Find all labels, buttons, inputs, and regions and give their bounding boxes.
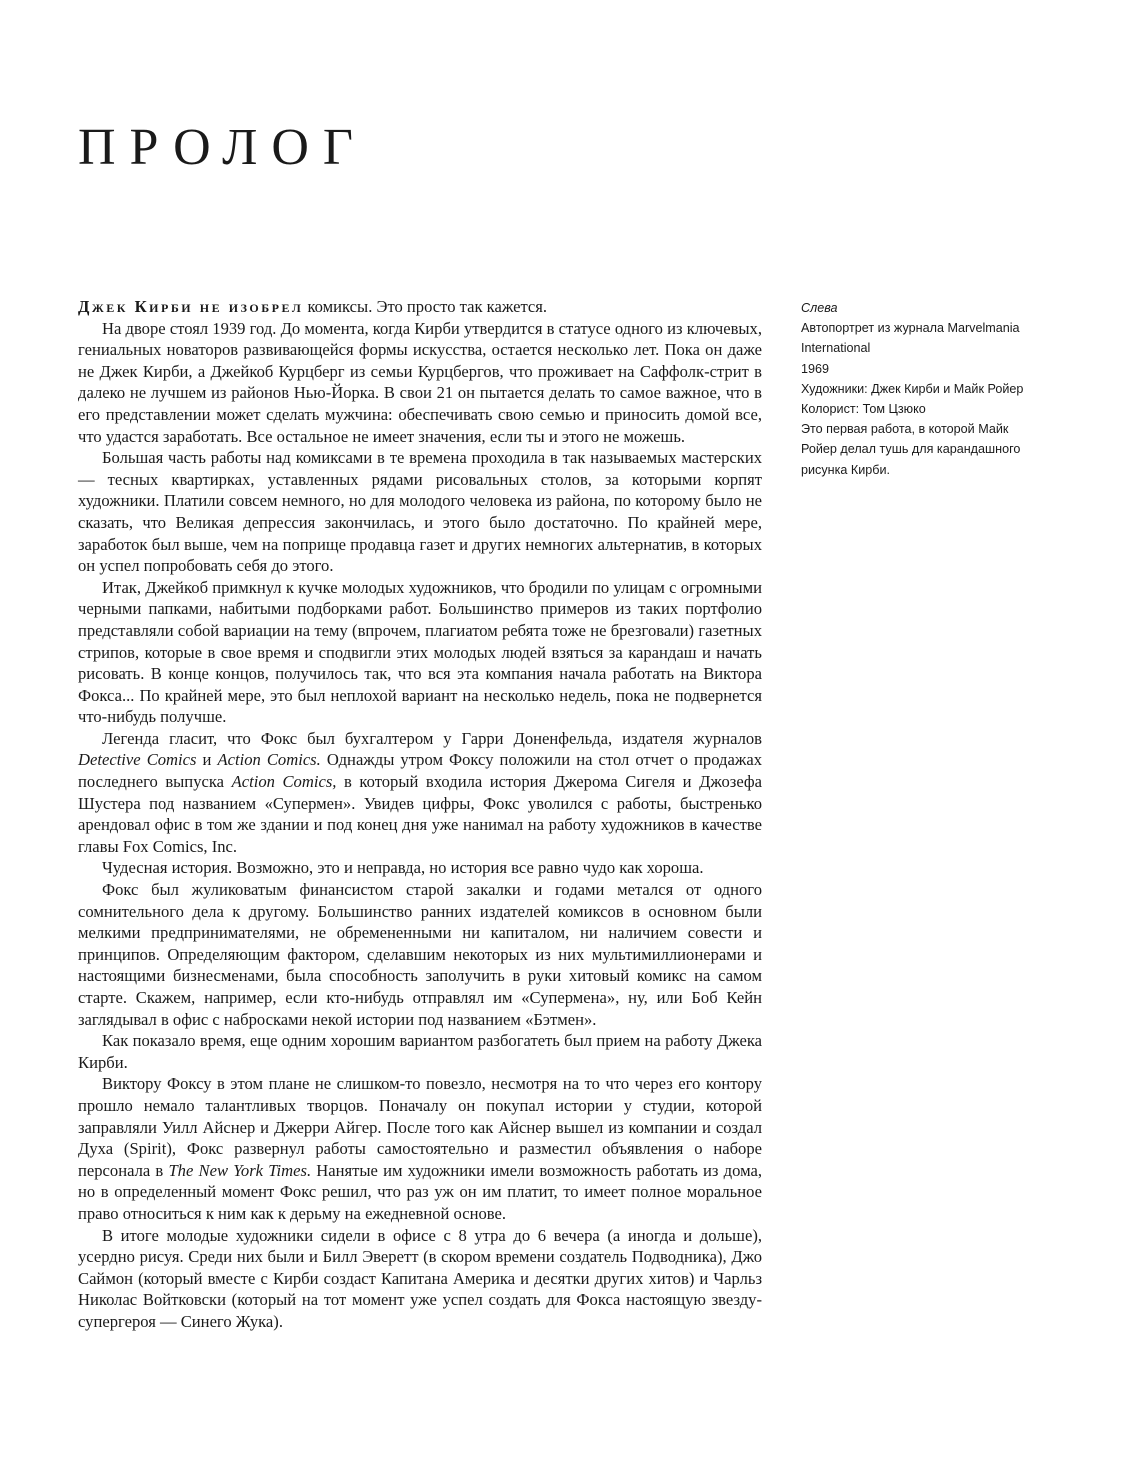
caption-year: 1969 (801, 361, 830, 376)
paragraph-5-text-d: в который входила история Джерома Сигеля и Джозефа Шустера под названием «Супермен». Увидев цифры, Фокс уволился с работы, быстренько арендовал офис в том же здании и под конец дня уже нанимал на работу художников в качестве главы Fox Comics, Inc. (78, 772, 762, 856)
paragraph-9-text-b: Нанятые им художники имели возможность работать из дома, но в определенный момент Фокс решил, что раз уж он им платит, то имеет полное моральное право относиться к ним как к дерьму на ежедневной основе. (78, 1160, 762, 1223)
lead-in: Джек Кирби не изобрел (78, 297, 304, 316)
paragraph-3: Большая часть работы над комиксами в те времена проходила в так называемых мастерских — тесных квартирках, уставленных рядами рисовальных столов, за которыми корпят художники. Платили совсем немного, но для молодого человека из района, по которому было не сказать, что Великая депрессия закончилась, и этого было достаточно. По крайней мере, заработок был выше, чем на поприще продавца газет и других немногих альтернатив, в которых он успел попробовать себя до этого. (78, 448, 762, 576)
title-action-comics-2: Action Comics, (231, 772, 337, 792)
paragraph-5 (78, 728, 762, 858)
paragraph-2: На дворе стоял 1939 год. До момента, когда Кирби утвердится в статусе одного из ключевых, гениальных новаторов развивающейся формы искусства, остается несколько лет. Пока он даже не Джек Кирби, а Джейкоб Курцберг из семьи Курцбергов, что проживает на Саффолк-стрит в далеко не лучшем из районов Нью-Йорка. В свои 21 он пытается делать то самое важное, что в его представлении может сделать мужчина: обеспечивать свою семью и приносить домой все, что удастся заработать. Все остальное не имеет значения, если ты и этого не можешь. (78, 318, 762, 446)
page-title: ПРОЛОГ (78, 119, 367, 176)
paragraph-5-text-b: и (196, 750, 218, 770)
caption-colorist: Колорист: Том Цзюко (801, 402, 926, 417)
paragraph-5-text-a: Легенда гласит, что Фокс был бухгалтером у Гарри Доненфельда, издателя журналов (102, 728, 762, 748)
paragraph-1-text: комиксы. Это просто так кажется. (303, 297, 548, 316)
paragraph-5-text-c: Однажды утром Фоксу положили на стол отчет о продажах последнего выпуска (78, 750, 762, 792)
article-body (78, 296, 762, 1333)
paragraph-9 (78, 1073, 762, 1224)
caption-note: Это первая работа, в которой Майк Ройер делал тушь для карандашного рисунка Кирби. (801, 422, 1021, 477)
image-caption (801, 298, 1037, 480)
paragraph-10: В итоге молодые художники сидели в офисе с 8 утра до 6 вечера (а иногда и дольше), усердно рисуя. Среди них были и Билл Эверетт (в скором времени создатель Подводника), Джо Саймон (который вместе с Кирби создаст Капитана Америка и десятки других хитов) и Чарльз Николас Войтковски (который на тот момент уже успел создать для Фокса настоящую звезду-супергероя — Синего Жука). (78, 1225, 762, 1331)
paragraph-6: Чудесная история. Возможно, это и неправда, но история все равно чудо как хороша. (102, 858, 704, 878)
paragraph-9-text-a: Виктору Фоксу в этом плане не слишком-то повезло, несмотря на то что через его контору прошло немало талантливых творцов. Поначалу он покупал истории у студии, которой заправляли Уилл Айснер и Джерри Айгер. После того как Айснер вышел из компании и создал Духа (Spirit), Фокс развернул работы самостоятельно и разместил объявления о наборе персонала в (78, 1074, 763, 1180)
paragraph-1 (78, 296, 762, 318)
title-new-york-times: The New York Times. (168, 1160, 312, 1180)
caption-artists: Художники: Джек Кирби и Майк Ройер (801, 381, 1024, 396)
paragraph-7: Фокс был жуликоватым финансистом старой закалки и годами метался от одного сомнительного дела к другому. Большинство ранних издателей комиксов в основном были мелкими предпринимателями, не обремененными ни капиталом, ни наличием совести и принципов. Определяющим фактором, сделавшим некоторых из них мультимиллионерами и настоящими бизнесменами, была способность заполучить в руки хитовый комикс на самом старте. Скажем, например, если кто-нибудь отправлял им «Супермена», ну, или Боб Кейн заглядывал в офис с набросками некой истории под названием «Бэтмен». (78, 880, 762, 1029)
paragraph-4: Итак, Джейкоб примкнул к кучке молодых художников, что бродили по улицам с огромными черными папками, набитыми подборками работ. Большинство примеров из таких портфолио представляли собой вариации на тему (впрочем, плагиатом ребята тоже не брезговали) газетных стрипов, которые в свое время и сподвигли этих молодых людей взяться за карандаш и начать рисовать. В конце концов, получилось так, что вся эта компания начала работать на Виктора Фокса... По крайней мере, это был неплохой вариант на несколько недель, пока не подвернется что-нибудь получше. (78, 577, 762, 727)
paragraph-8: Как показало время, еще одним хорошим вариантом разбогатеть был прием на работу Джека Кирби. (78, 1031, 762, 1072)
title-action-comics: Action Comics. (217, 750, 321, 770)
caption-heading: Слева (801, 301, 838, 315)
caption-source: Автопортрет из журнала Marvelmania International (801, 321, 1020, 356)
title-detective-comics: Detective Comics (78, 750, 197, 770)
